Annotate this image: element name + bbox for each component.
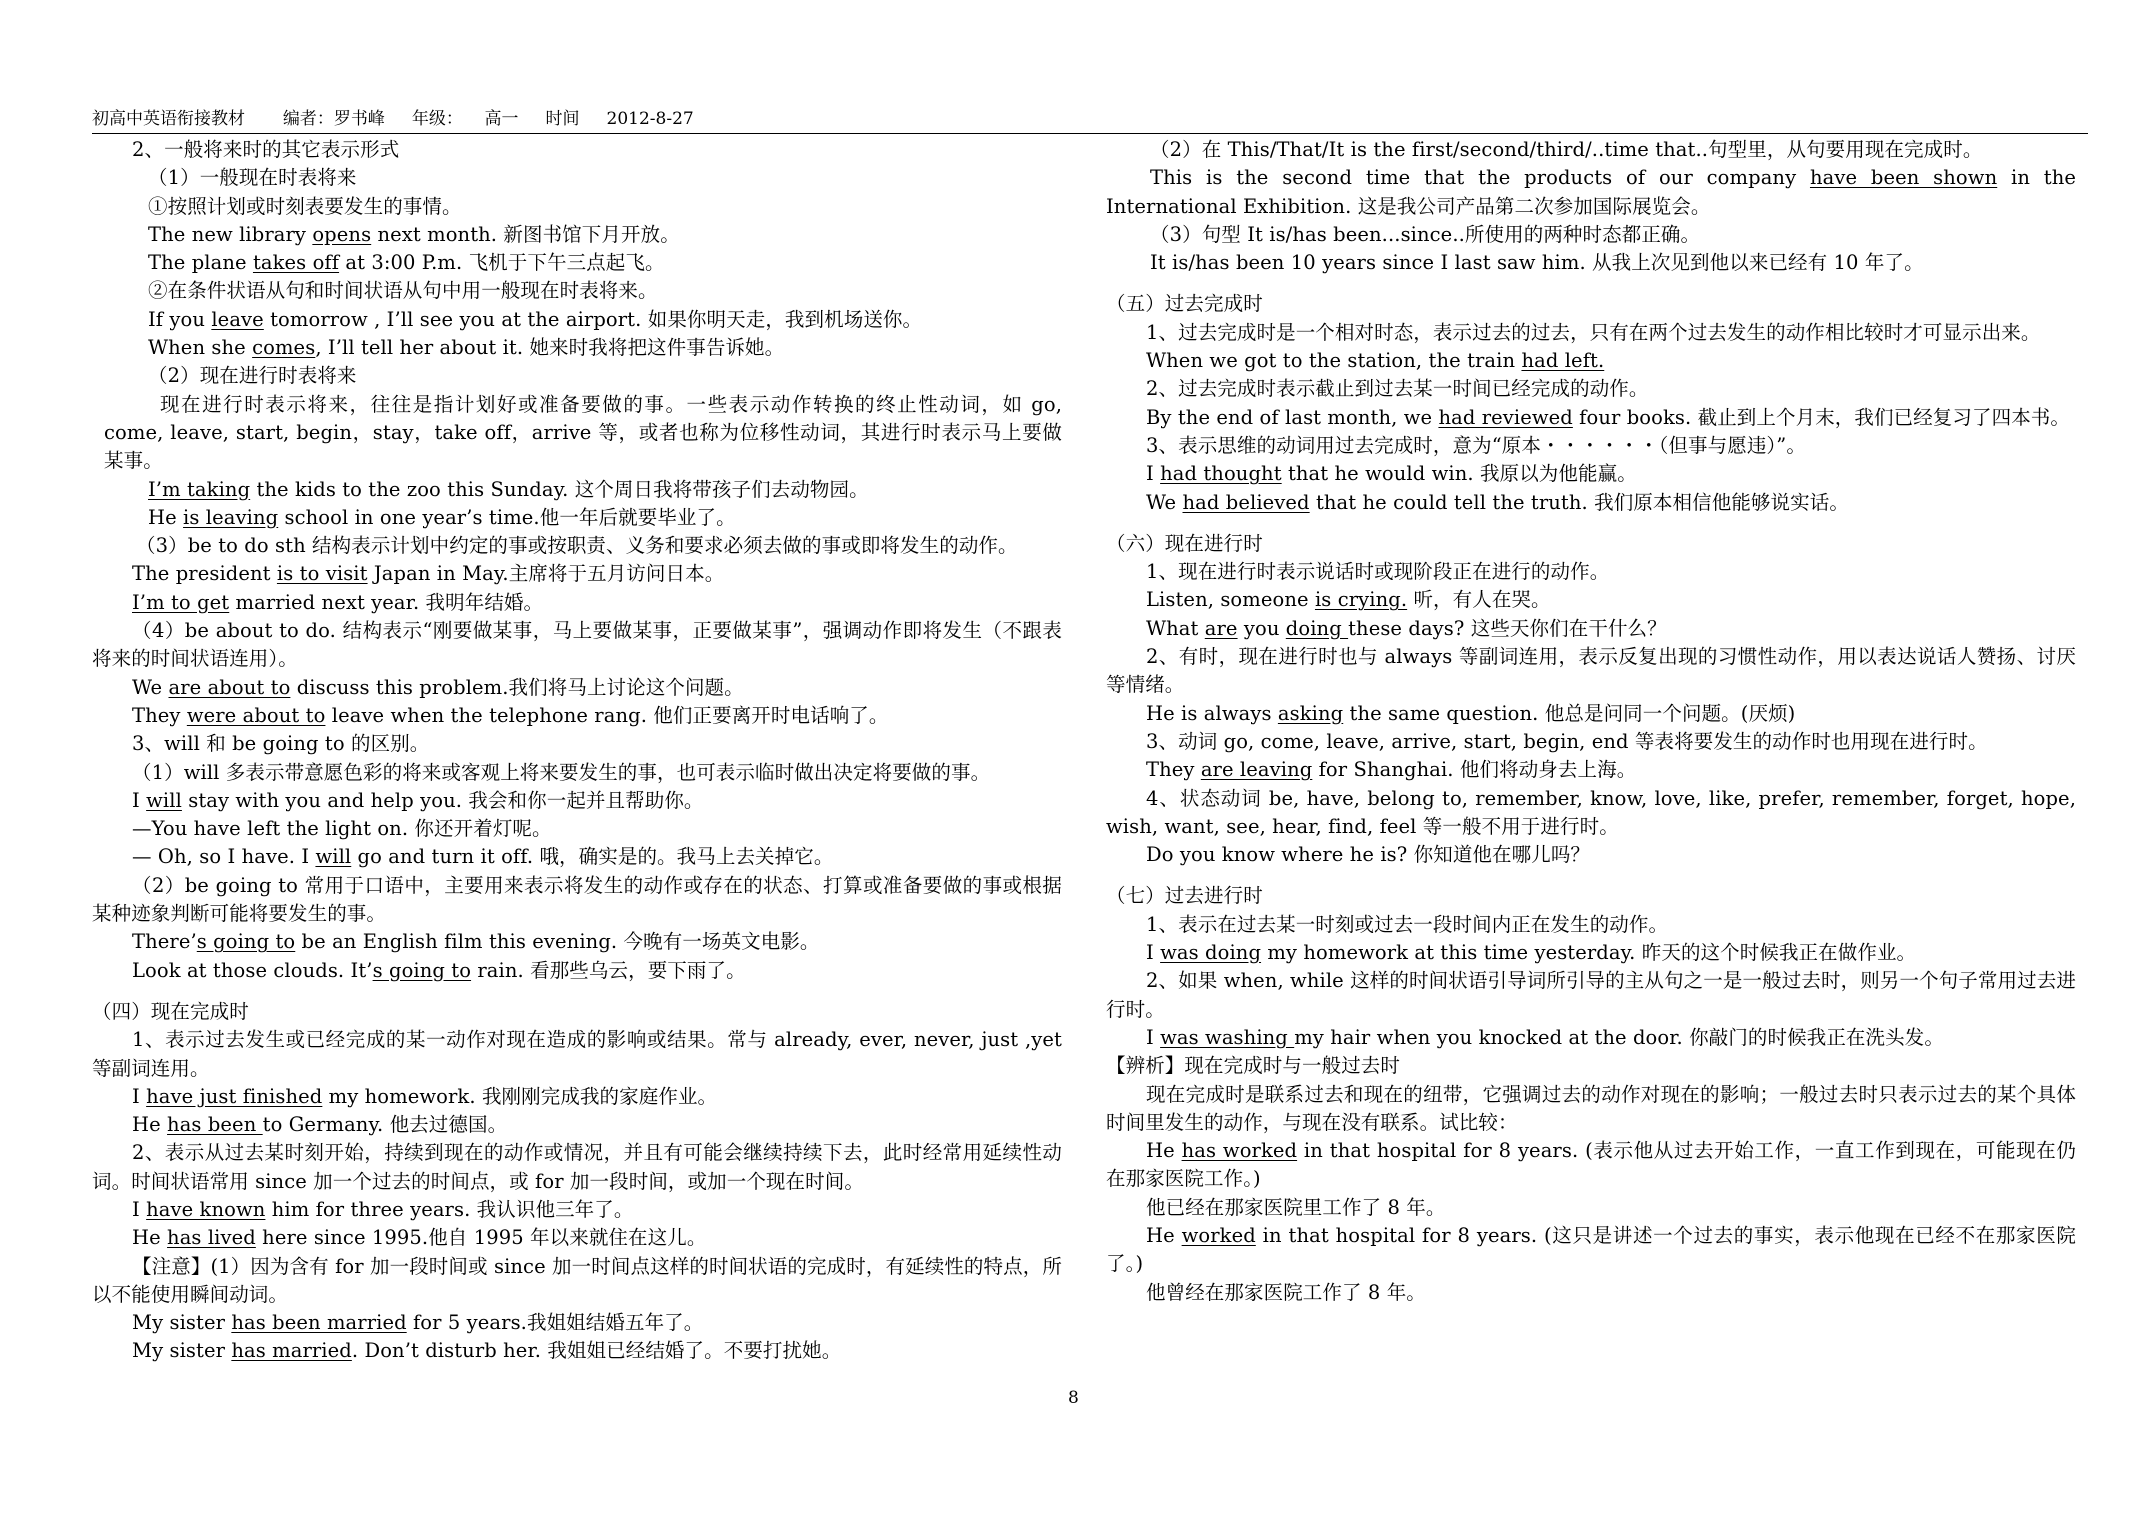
text-segment: What [1146, 616, 1205, 640]
text-segment: the kids to the zoo this Sunday. 这个周日我将带孩子们去动物园。 [250, 477, 869, 501]
text-segment: 1、过去完成时是一个相对时态，表示过去的过去，只有在两个过去发生的动作相比较时才可显示出来。 [1146, 320, 2041, 344]
text-line [1106, 221, 2076, 249]
underlined-text: leave [211, 307, 264, 331]
text-segment: , I’ll tell her about it. 她来时我将把这件事告诉她。 [315, 336, 785, 360]
underlined-text: will [146, 788, 182, 812]
underlined-text: was doing [1160, 941, 1262, 965]
text-line [92, 1253, 1062, 1310]
text-segment: married next year. 我明年结婚。 [229, 590, 544, 614]
text-segment: 【辨析】现在完成时与一般过去时 [1106, 1054, 1401, 1078]
text-segment: I [1146, 1025, 1161, 1049]
text-segment: the same question. 他总是问同一个问题。(厌烦) [1343, 701, 1796, 725]
underlined-text: is leaving [183, 505, 279, 529]
underlined-text: is crying. [1314, 588, 1408, 612]
text-segment: — Oh, so I have. I [132, 845, 316, 869]
text-line [1106, 1024, 2076, 1052]
right-column [1106, 136, 2076, 1307]
text-line [92, 1224, 1062, 1252]
text-line [92, 1337, 1062, 1365]
text-segment: Listen, someone [1146, 588, 1315, 612]
text-segment: My sister [132, 1339, 232, 1363]
text-line [1106, 967, 2076, 1024]
page-header: 初高中英语衔接教材 编者：罗书峰 年级： 高一 时间 2012-8-27 [92, 109, 694, 129]
text-segment: （六）现在进行时 [1106, 531, 1263, 555]
text-segment: —You have left the light on. 你还开着灯呢。 [132, 817, 552, 841]
underlined-text: opens [312, 222, 372, 246]
section-heading [1106, 882, 2076, 910]
text-line [92, 277, 1062, 305]
text-segment: you [1237, 616, 1286, 640]
text-line [1106, 785, 2076, 842]
underlined-text: has married [231, 1339, 352, 1363]
text-line [92, 589, 1062, 617]
text-line [1106, 375, 2076, 403]
text-segment: I [132, 1197, 147, 1221]
underlined-text: had believed [1182, 490, 1310, 514]
text-segment: 2、一般将来时的其它表示形式 [132, 138, 400, 161]
text-segment: my homework. 我刚刚完成我的家庭作业。 [322, 1084, 718, 1108]
text-segment: 2、如果 when, while 这样的时间状语引导词所引导的主从句之一是一般过去时，则另一个句子常用过去进行时。 [1106, 969, 2076, 1021]
text-segment: these days? 这些天你们在干什么？ [1348, 616, 1667, 640]
text-segment: him for three years. 我认识他三年了。 [265, 1197, 634, 1221]
text-segment: for Shanghai. 他们将动身去上海。 [1312, 758, 1637, 782]
text-segment: There’ [132, 930, 197, 954]
text-segment: 1、表示在过去某一时刻或过去一段时间内正在发生的动作。 [1146, 912, 1669, 936]
underlined-text: have been shown [1809, 166, 1998, 190]
page-number: 8 [1068, 1388, 1079, 1408]
text-segment: （4）be about to do. 结构表示“刚要做某事，马上要做某事，正要做某事”，强调动作即将发生（不跟表将来的时间状语连用）。 [92, 619, 1062, 671]
section-heading [1106, 530, 2076, 558]
text-line [92, 532, 1062, 560]
text-line [92, 560, 1062, 588]
underlined-text: s going to [372, 958, 472, 982]
text-segment: tomorrow , I’ll see you at the airport. 如果你明天走，我到机场送你。 [263, 307, 923, 331]
text-segment: They [132, 703, 187, 727]
text-line [92, 759, 1062, 787]
underlined-text: had left. [1521, 349, 1605, 373]
underlined-text: doing [1285, 616, 1349, 640]
text-line [1106, 1052, 2076, 1080]
text-segment: I [1146, 941, 1161, 965]
underlined-text: worked [1181, 1223, 1256, 1247]
text-line [92, 957, 1062, 985]
underlined-text: comes [252, 336, 316, 360]
text-segment: Japan in May.主席将于五月访问日本。 [367, 562, 725, 586]
text-segment: to Germany. 他去过德国。 [262, 1113, 508, 1137]
text-segment: ②在条件状语从句和时间状语从句中用一般现在时表将来。 [148, 279, 658, 303]
text-line [92, 1139, 1062, 1196]
text-line [92, 674, 1062, 702]
text-line [92, 730, 1062, 758]
text-segment: that he could tell the truth. 我们原本相信他能够说实话。 [1309, 490, 1849, 514]
text-segment: The new library [148, 222, 313, 246]
text-line [92, 1026, 1062, 1083]
underlined-text: are [1204, 616, 1238, 640]
text-segment: （1）will 多表示带意愿色彩的将来或客观上将来要发生的事，也可表示临时做出决定将要做的事。 [132, 760, 991, 784]
underlined-text: will [315, 845, 352, 869]
text-line [92, 221, 1062, 249]
text-line [1106, 615, 2076, 643]
text-line [92, 391, 1062, 476]
text-line [1106, 728, 2076, 756]
text-segment: Do you know where he is? 你知道他在哪儿吗？ [1146, 843, 1591, 867]
text-line [1106, 319, 2076, 347]
text-segment: that he would win. 我原以为他能赢。 [1281, 462, 1637, 486]
text-line [1106, 404, 2076, 432]
underlined-text: has been married [231, 1311, 407, 1335]
text-line [1106, 347, 2076, 375]
text-segment: 4、状态动词 be, have, belong to, remember, know, love, like, prefer, remember, forget, hope, wish, want, see, hear, find, feel 等一般不用于进行时。 [1106, 786, 2076, 838]
text-segment: The president [132, 562, 277, 586]
header-divider [92, 133, 2088, 134]
text-line [92, 504, 1062, 532]
text-segment: four books. 截止到上个月末，我们已经复习了四本书。 [1572, 405, 2070, 429]
text-segment: rain. 看那些乌云，要下雨了。 [471, 958, 746, 982]
underlined-text: have known [146, 1197, 266, 1221]
text-line [1106, 1137, 2076, 1194]
text-line [92, 1196, 1062, 1224]
text-line [1106, 586, 2076, 614]
underlined-text: are leaving [1200, 758, 1313, 782]
text-segment: We [1146, 490, 1183, 514]
text-segment: 2、表示从过去某时刻开始，持续到现在的动作或情况，并且有可能会继续持续下去，此时经常用延续性动词。时间状语常用 since 加一个过去的时间点，或 for 加一段时间，或加一个现在时间。 [92, 1141, 1062, 1193]
text-line [1106, 460, 2076, 488]
underlined-text: has been [167, 1113, 263, 1137]
text-segment: school in one year’s time.他一年后就要毕业了。 [278, 505, 736, 529]
text-line [92, 617, 1062, 674]
text-segment: My sister [132, 1311, 232, 1335]
text-segment: at 3:00 P.m. 飞机于下午三点起飞。 [339, 251, 665, 275]
text-segment: my homework at this time yesterday. 昨天的这个时候我正在做作业。 [1261, 941, 1917, 965]
text-line [1106, 700, 2076, 728]
text-segment: in that hospital for 8 years. (这只是讲述一个过去的事实，表示他现在已经不在那家医院了。) [1106, 1223, 2076, 1276]
underlined-text: are about to [168, 675, 291, 699]
text-line [92, 164, 1062, 192]
text-segment: This is the second time that the products of our company [1150, 166, 1810, 190]
text-segment: The plane [148, 251, 253, 275]
text-segment: （2）现在进行时表将来 [148, 364, 357, 388]
text-segment: （3）句型 It is/has been...since..所使用的两种时态都正确。 [1150, 222, 1701, 246]
text-segment: 他曾经在那家医院工作了 8 年。 [1146, 1280, 1426, 1304]
text-line [1106, 249, 2076, 277]
text-segment: （2）在 This/That/It is the first/second/third/..time that..句型里，从句要用现在完成时。 [1150, 138, 1983, 161]
text-line [1106, 558, 2076, 586]
underlined-text: were about to [186, 703, 326, 727]
text-line [92, 249, 1062, 277]
underlined-text: is to visit [276, 562, 368, 586]
text-segment: I [132, 1084, 147, 1108]
text-line [92, 334, 1062, 362]
text-segment: 现在完成时是联系过去和现在的纽带，它强调过去的动作对现在的影响；一般过去时只表示过去的某个具体时间里发生的动作，与现在没有联系。试比较： [1106, 1082, 2076, 1134]
underlined-text: had reviewed [1438, 405, 1573, 429]
text-segment: 1、表示过去发生或已经完成的某一动作对现在造成的影响或结果。常与 already, ever, never, just ,yet 等副词连用。 [92, 1028, 1062, 1080]
text-line [1106, 1279, 2076, 1307]
text-line [1106, 136, 2076, 164]
text-segment: He [148, 505, 184, 529]
underlined-text: I’m taking [148, 477, 251, 501]
text-segment: in the International Exhibition. 这是我公司产品第二次参加国际展览会。 [1106, 166, 2077, 218]
text-segment: If you [148, 307, 212, 331]
text-segment: （2）be going to 常用于口语中，主要用来表示将发生的动作或存在的状态、打算或准备要做的事或根据某种迹象判断可能将要发生的事。 [92, 873, 1062, 926]
underlined-text: I’m to get [132, 590, 230, 614]
text-line [1106, 911, 2076, 939]
section-heading [92, 998, 1062, 1026]
text-line [92, 928, 1062, 956]
underlined-text: was washing [1160, 1025, 1295, 1049]
text-segment: I [1146, 462, 1161, 486]
text-segment: . Don’t disturb her. 我姐姐已经结婚了。不要打扰她。 [351, 1339, 842, 1363]
text-line [92, 815, 1062, 843]
text-line [92, 787, 1062, 815]
text-segment: in that hospital for 8 years. (表示他从过去开始工作，一直工作到现在，可能现在仍在那家医院工作。) [1106, 1139, 2076, 1191]
text-segment: It is/has been 10 years since I last saw him. 从我上次见到他以来已经有 10 年了。 [1150, 251, 1924, 275]
text-line [1106, 1222, 2076, 1279]
text-line [1106, 939, 2076, 967]
text-line [1106, 841, 2076, 869]
text-segment: （七）过去进行时 [1106, 884, 1263, 908]
text-segment: here since 1995.他自 1995 年以来就住在这儿。 [255, 1226, 707, 1250]
text-line [1106, 489, 2076, 517]
text-segment: 3、表示思维的动词用过去完成时，意为“原本・・・・・・（但事与愿违）”。 [1146, 433, 1806, 457]
underlined-text: s going to [196, 930, 296, 954]
text-line [92, 1309, 1062, 1337]
text-line [92, 872, 1062, 929]
text-segment: ①按照计划或时刻表要发生的事情。 [148, 194, 462, 218]
text-segment: 【注意】(1）因为含有 for 加一段时间或 since 加一时间点这样的时间状语的完成时，有延续性的特点，所以不能使用瞬间动词。 [92, 1254, 1062, 1306]
left-column [92, 136, 1062, 1366]
underlined-text: takes off [252, 251, 340, 275]
text-segment: By the end of last month, we [1146, 405, 1439, 429]
underlined-text: has worked [1181, 1139, 1298, 1163]
text-segment: He is always [1146, 701, 1278, 725]
text-segment: （五）过去完成时 [1106, 292, 1263, 316]
section-heading [1106, 290, 2076, 318]
text-segment: be an English film this evening. 今晚有一场英文电影。 [295, 930, 820, 954]
text-segment: He [1146, 1223, 1182, 1247]
text-line [1106, 756, 2076, 784]
text-line [92, 1111, 1062, 1139]
text-segment: He [132, 1226, 168, 1250]
text-segment: next month. 新图书馆下月开放。 [371, 222, 680, 246]
text-segment: When she [148, 336, 253, 360]
text-segment: leave when the telephone rang. 他们正要离开时电话响了。 [325, 703, 889, 727]
text-line [1106, 643, 2076, 700]
text-segment: stay with you and help you. 我会和你一起并且帮助你。 [181, 788, 704, 812]
text-segment: They [1146, 758, 1201, 782]
text-segment: He [132, 1113, 168, 1137]
text-segment: We [132, 675, 169, 699]
text-segment: Look at those clouds. It’ [132, 958, 373, 982]
text-line [92, 476, 1062, 504]
text-segment: （1）一般现在时表将来 [148, 166, 357, 190]
text-line [92, 136, 1062, 164]
text-segment: 2、有时，现在进行时也与 always 等副词连用，表示反复出现的习惯性动作，用以表达说话人赞扬、讨厌等情绪。 [1106, 645, 2076, 697]
text-line [92, 193, 1062, 221]
text-line [92, 843, 1062, 871]
text-segment: 2、过去完成时表示截止到过去某一时间已经完成的动作。 [1146, 377, 1649, 401]
text-line [1106, 1194, 2076, 1222]
text-segment: （3）be to do sth 结构表示计划中约定的事或按职责、义务和要求必须去做的事或即将发生的动作。 [136, 534, 1018, 558]
text-line [1106, 164, 2076, 221]
text-segment: for 5 years.我姐姐结婚五年了。 [406, 1311, 704, 1335]
underlined-text: have just finished [146, 1084, 323, 1108]
text-line [1106, 1081, 2076, 1138]
text-segment: When we got to the station, the train [1146, 349, 1522, 373]
text-segment: 1、现在进行时表示说话时或现阶段正在进行的动作。 [1146, 560, 1610, 584]
text-segment: 3、will 和 be going to 的区别。 [132, 732, 430, 756]
text-line [92, 702, 1062, 730]
text-segment: go and turn it off. 哦，确实是的。我马上去关掉它。 [351, 845, 834, 869]
text-segment: 3、动词 go, come, leave, arrive, start, begin, end 等表将要发生的动作时也用现在进行时。 [1146, 729, 1988, 753]
text-segment: I [132, 788, 147, 812]
underlined-text: asking [1277, 701, 1344, 725]
text-segment: 听，有人在哭。 [1407, 588, 1551, 612]
text-segment: 他已经在那家医院里工作了 8 年。 [1146, 1195, 1446, 1219]
text-segment: discuss this problem.我们将马上讨论这个问题。 [290, 675, 744, 699]
underlined-text: has lived [167, 1226, 256, 1250]
text-segment: 现在进行时表示将来，往往是指计划好或准备要做的事。一些表示动作转换的终止性动词，如 go, come, leave, start, begin，stay，take off，arrive 等，或者也称为位移性动词，其进行时表示马上要做某事。 [104, 392, 1062, 473]
text-line [92, 1083, 1062, 1111]
text-segment: my hair when you knocked at the door. 你敲门的时候我正在洗头发。 [1294, 1025, 1944, 1049]
underlined-text: had thought [1160, 462, 1282, 486]
text-line [1106, 432, 2076, 460]
text-line [92, 306, 1062, 334]
text-segment: （四）现在完成时 [92, 999, 249, 1023]
text-segment: He [1146, 1139, 1182, 1163]
text-line [92, 362, 1062, 390]
